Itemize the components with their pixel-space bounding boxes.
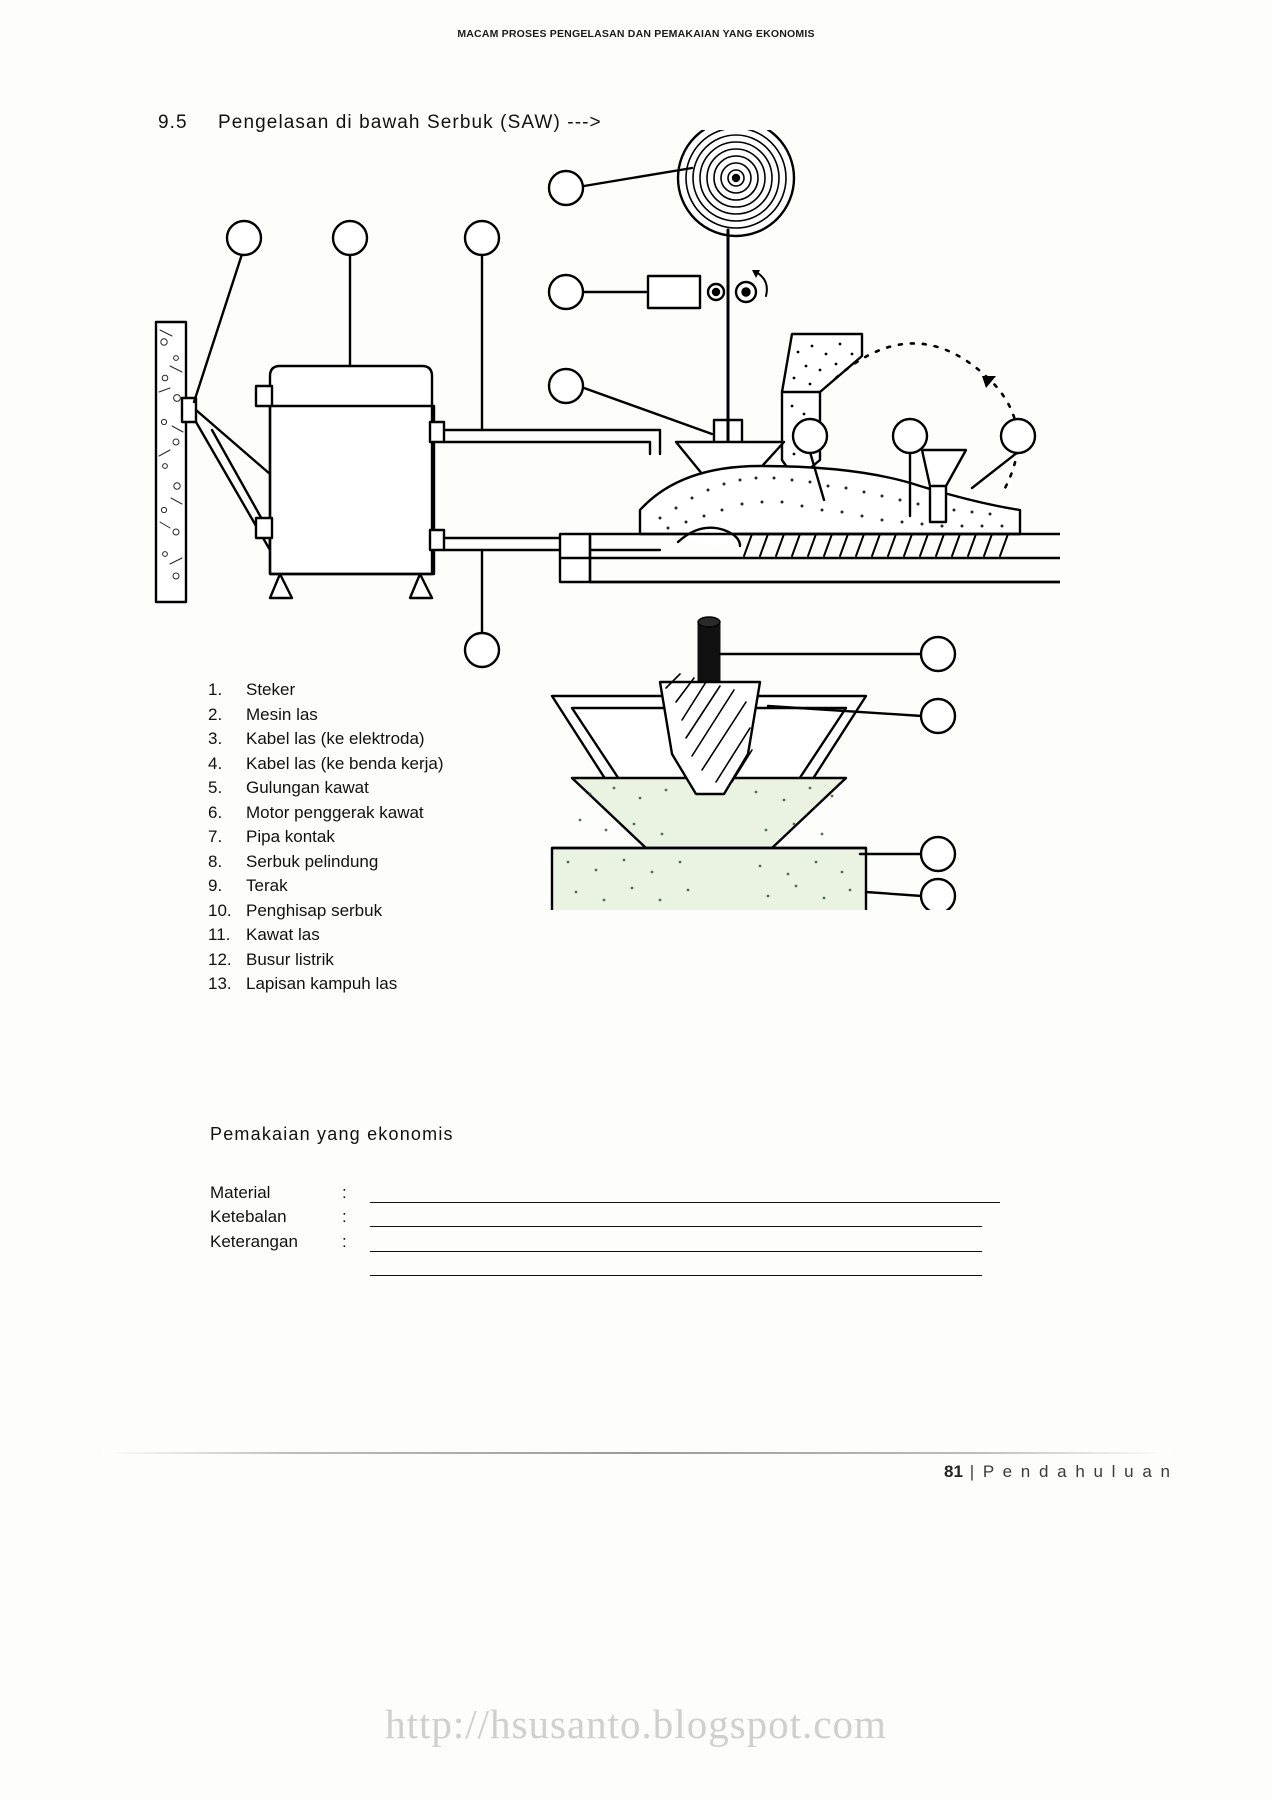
legend-number: 5. (208, 778, 223, 797)
legend-number: 1. (208, 680, 223, 699)
list-item (208, 948, 538, 973)
legend-label: Kawat las (246, 925, 320, 944)
weld-detail-figure (552, 617, 955, 910)
legend-number: 8. (208, 851, 223, 871)
legend-label: Serbuk pelindung (246, 851, 379, 871)
footer-label: P e n d a h u l u a n (982, 1462, 1172, 1481)
section-number: 9.5 (158, 112, 188, 133)
legend-number: 4. (208, 753, 223, 773)
legend-number: 3. (208, 729, 223, 748)
page-number: 81 (944, 1462, 963, 1481)
legend-label: Lapisan kampuh las (246, 974, 398, 993)
ketebalan-input-line[interactable] (370, 1209, 982, 1227)
flux-hopper (782, 334, 862, 480)
economic-usage-heading: Pemakaian yang ekonomis (210, 1124, 454, 1144)
legend-label: Kabel las (ke elektroda) (246, 729, 425, 748)
form-row-material (210, 1178, 1000, 1203)
footer-separator: | (969, 1462, 977, 1481)
keterangan-input-line-2[interactable] (370, 1258, 982, 1276)
list-item (208, 727, 538, 752)
legend-label: Pipa kontak (246, 827, 335, 846)
economic-usage-form (210, 1178, 1000, 1276)
list-item (208, 899, 538, 924)
form-row-keterangan-extra (210, 1252, 1000, 1277)
list-item (208, 776, 538, 801)
legend-label: Motor penggerak kawat (246, 802, 424, 822)
form-row-ketebalan (210, 1203, 1000, 1228)
legend-label: Mesin las (246, 704, 318, 724)
section-title: Pengelasan di bawah Serbuk (SAW) ---> (218, 112, 602, 133)
legend-number: 2. (208, 704, 223, 724)
list-item (208, 972, 538, 997)
list-item (208, 752, 538, 777)
keterangan-input-line[interactable] (370, 1234, 982, 1252)
legend-label: Gulungan kawat (246, 778, 369, 797)
field-colon: : (342, 1207, 347, 1226)
watermark-url: http://hsusanto.blogspot.com (385, 1701, 887, 1747)
field-colon: : (342, 1231, 347, 1251)
field-label: Keterangan (210, 1231, 298, 1251)
legend-number: 9. (208, 876, 223, 895)
field-colon: : (342, 1182, 347, 1202)
figure-legend (208, 678, 538, 997)
list-item (208, 850, 538, 875)
page-footer (0, 1462, 1172, 1482)
legend-number: 10. (208, 900, 232, 920)
list-item (208, 923, 538, 948)
legend-number: 7. (208, 827, 223, 846)
legend-number: 6. (208, 802, 223, 822)
list-item (208, 825, 538, 850)
legend-label: Penghisap serbuk (246, 900, 383, 920)
list-item (208, 678, 538, 703)
running-header: MACAM PROSES PENGELASAN DAN PEMAKAIAN YANG EKONOMIS (457, 28, 815, 40)
wire-reel (678, 130, 794, 236)
list-item (208, 703, 538, 728)
wire-drive-motor (648, 270, 767, 308)
legend-number: 12. (208, 949, 232, 969)
legend-label: Kabel las (ke benda kerja) (246, 753, 444, 773)
field-label: Material (210, 1182, 271, 1202)
flux-pile (640, 466, 1020, 534)
legend-label: Busur listrik (246, 949, 334, 969)
wall-block (156, 322, 196, 602)
legend-number: 13. (208, 974, 232, 993)
welding-machine (256, 366, 444, 598)
field-label: Ketebalan (210, 1207, 287, 1226)
legend-label: Terak (246, 876, 288, 895)
legend-label: Steker (246, 680, 296, 699)
list-item (208, 801, 538, 826)
material-input-line[interactable] (370, 1185, 1000, 1203)
legend-number: 11. (208, 925, 231, 944)
list-item (208, 874, 538, 899)
footer-divider (100, 1452, 1172, 1454)
form-row-keterangan (210, 1227, 1000, 1252)
